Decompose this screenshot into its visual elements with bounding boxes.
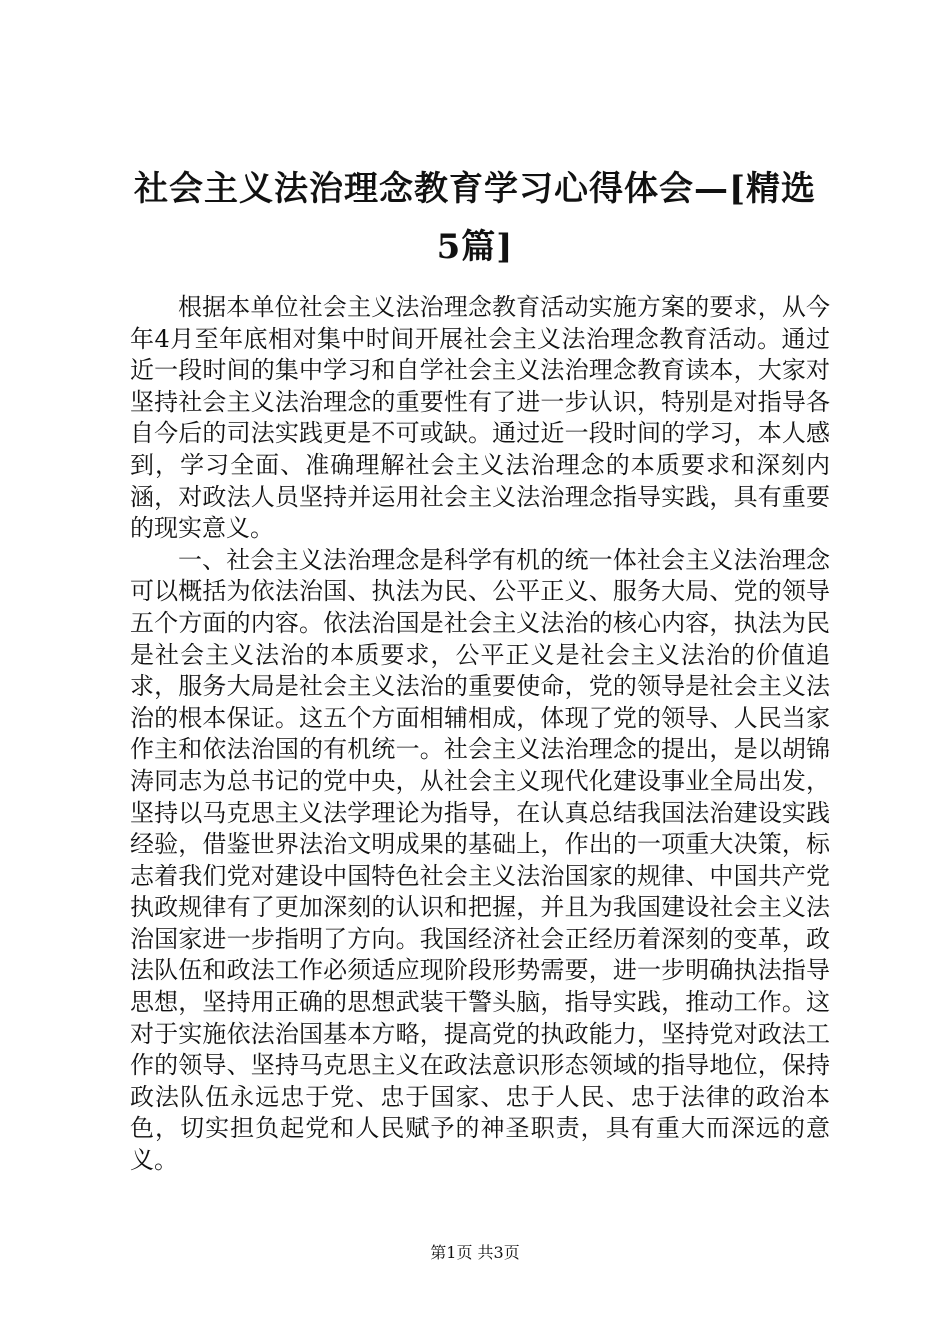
- document-title-line-1: 社会主义法治理念教育学习心得体会—[精选: [133, 169, 817, 209]
- paragraph-section-one: 一、社会主义法治理念是科学有机的统一体社会主义法治理念可以概括为依法治国、执法为民、公平正义、服务大局、党的领导五个方面的内容。依法治国是社会主义法治的核心内容，执法为民是社会主义法治的本质要求，公平正义是社会主义法治的价值追求，服务大局是社会主义法治的重要使命，党的领导是社会主义法治的根本保证。这五个方面相辅相成，体现了党的领导、人民当家作主和依法治国的有机统一。社会主义法治理念的提出，是以胡锦涛同志为总书记的党中央，从社会主义现代化建设事业全局出发，坚持以马克思主义法学理论为指导，在认真总结我国法治建设实践经验，借鉴世界法治文明成果的基础上，作出的一项重大决策，标志着我们党对建设中国特色社会主义法治国家的规律、中国共产党执政规律有了更加深刻的认识和把握，并且为我国建设社会主义法治国家进一步指明了方向。我国经济社会正经历着深刻的变革，政法队伍和政法工作必须适应现阶段形势需要，进一步明确执法指导思想，坚持用正确的思想武装干警头脑，指导实践，推动工作。这对于实施依法治国基本方略，提高党的执政能力，坚持党对政法工作的领导、坚持马克思主义在政法意识形态领域的指导地位，保持政法队伍永远忠于党、忠于国家、忠于人民、忠于法律的政治本色，切实担负起党和人民赋予的神圣职责，具有重大而深远的意义。: [130, 545, 830, 1175]
- document-title: [118, 160, 832, 276]
- document-body: [130, 292, 830, 1177]
- page-number-footer: 第1页 共3页: [430, 1243, 520, 1262]
- document-title-line-2: 5篇]: [436, 227, 514, 267]
- paragraph-intro: 根据本单位社会主义法治理念教育活动实施方案的要求，从今年4月至年底相对集中时间开展社会主义法治理念教育活动。通过近一段时间的集中学习和自学社会主义法治理念教育读本，大家对坚持社会主义法治理念的重要性有了进一步认识，特别是对指导各自今后的司法实践更是不可或缺。通过近一段时间的学习，本人感到，学习全面、准确理解社会主义法治理念的本质要求和深刻内涵，对政法人员坚持并运用社会主义法治理念指导实践，具有重要的现实意义。: [130, 293, 830, 543]
